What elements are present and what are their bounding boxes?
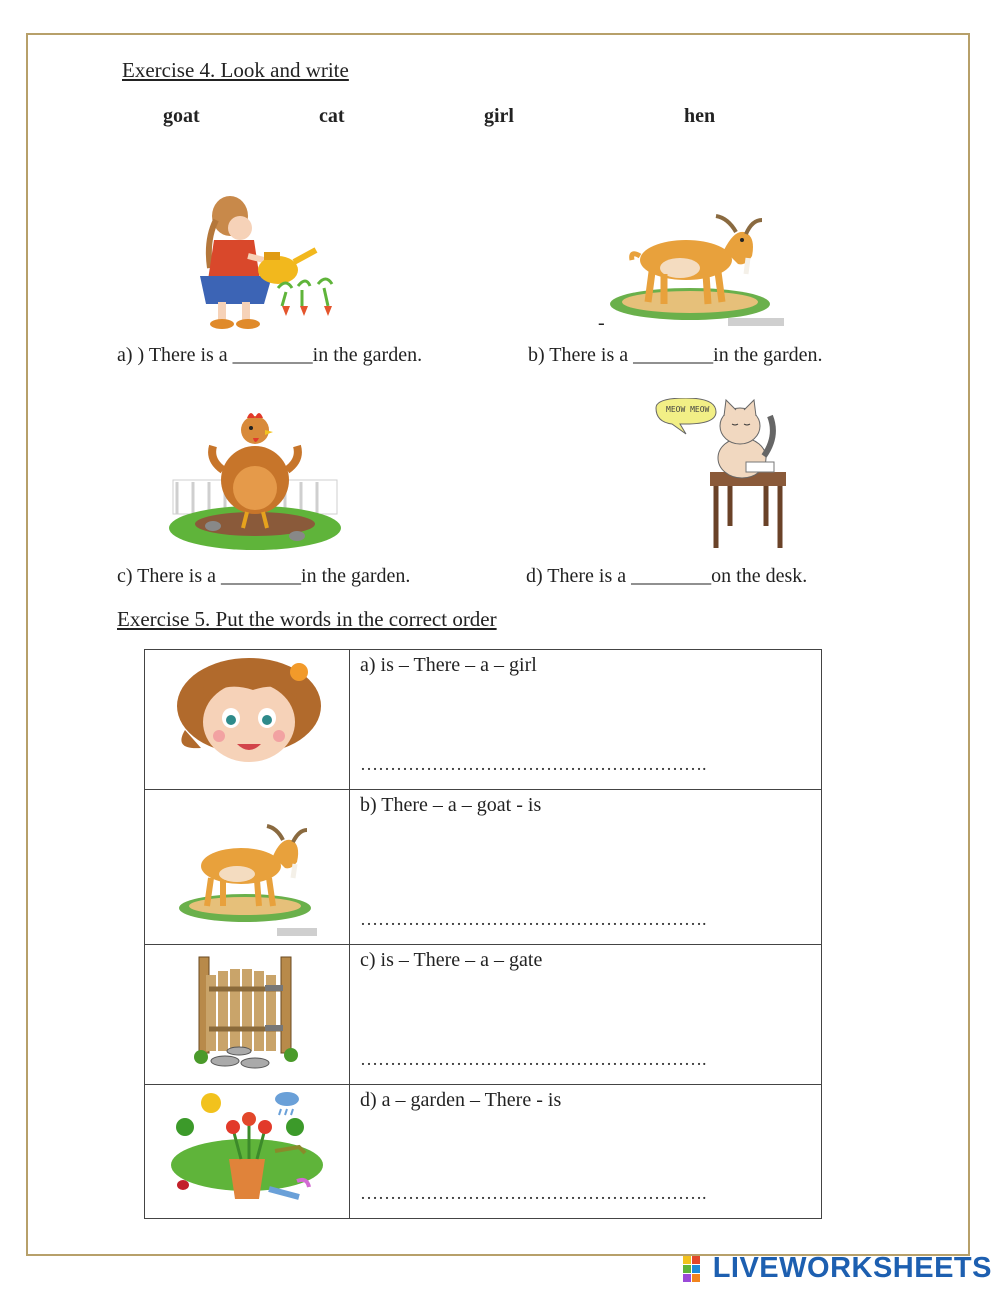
garden-image <box>145 1085 349 1210</box>
stray-dash: - <box>598 312 605 334</box>
prompt-c: c) is – There – a – gate <box>360 949 543 971</box>
girl-face-image <box>145 650 349 781</box>
sentence-d: d) There is a ________on the desk. <box>526 565 808 587</box>
hen-image <box>167 408 343 554</box>
prompt-b: b) There – a – goat - is <box>360 794 542 816</box>
table-row <box>145 945 822 1085</box>
word-bank-cat: cat <box>319 105 345 127</box>
text-cell <box>350 790 822 945</box>
answer-line-a[interactable]: …………………………………………………. <box>360 754 707 774</box>
answer-line-b[interactable]: …………………………………………………. <box>360 909 707 929</box>
prompt-d: d) a – garden – There - is <box>360 1089 562 1111</box>
cat-on-desk-image <box>650 398 800 550</box>
word-bank-girl: girl <box>484 105 514 127</box>
gate-image <box>145 945 349 1076</box>
word-bank-goat: goat <box>163 105 200 127</box>
image-cell <box>145 790 350 945</box>
word-order-table <box>144 649 822 1219</box>
image-cell <box>145 650 350 790</box>
sentence-c: c) There is a ________in the garden. <box>117 565 411 587</box>
exercise4-heading: Exercise 4. Look and write <box>122 58 349 82</box>
brand-name: LIVEWORKSHEETS <box>712 1252 992 1284</box>
image-cell <box>145 945 350 1085</box>
text-cell <box>350 1085 822 1219</box>
table-row <box>145 790 822 945</box>
sentence-a: a) ) There is a ________in the garden. <box>117 344 423 366</box>
answer-line-d[interactable]: …………………………………………………. <box>360 1183 707 1203</box>
liveworksheets-logo <box>683 1252 992 1285</box>
liveworksheets-logo-icon <box>683 1256 709 1282</box>
prompt-a: a) is – There – a – girl <box>360 654 537 676</box>
table-row <box>145 650 822 790</box>
word-bank-hen: hen <box>684 105 716 127</box>
table-row <box>145 1085 822 1219</box>
goat-image <box>606 208 788 328</box>
text-cell <box>350 945 822 1085</box>
answer-line-c[interactable]: …………………………………………………. <box>360 1049 707 1069</box>
exercise5-heading: Exercise 5. Put the words in the correct order <box>117 607 497 631</box>
text-cell <box>350 650 822 790</box>
sentence-b: b) There is a ________in the garden. <box>528 344 823 366</box>
meow-text: MEOW MEOW <box>666 405 710 414</box>
girl-watering-image <box>178 192 350 332</box>
goat-image-small <box>145 790 349 936</box>
image-cell <box>145 1085 350 1219</box>
